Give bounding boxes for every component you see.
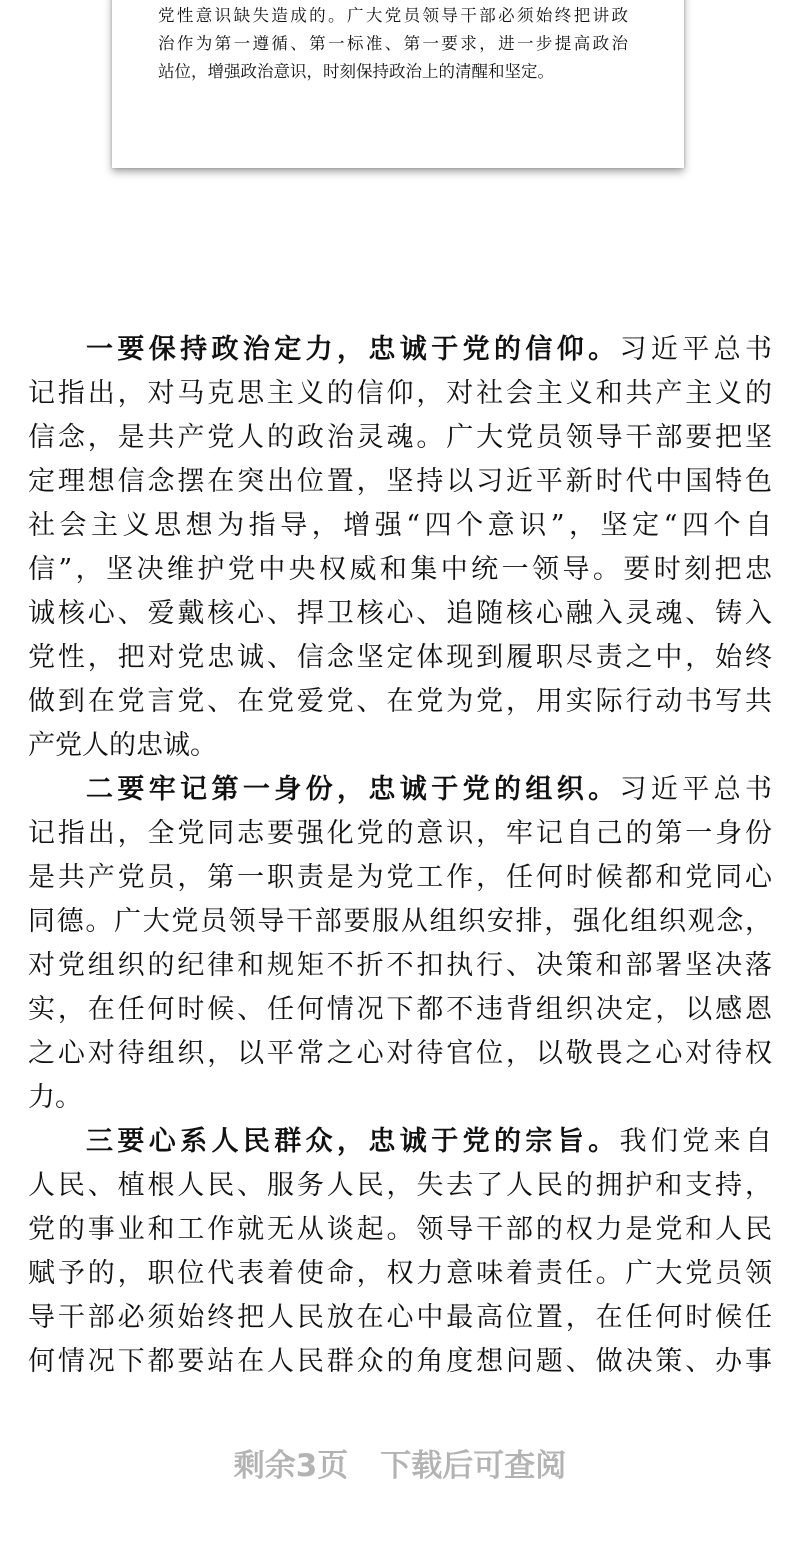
paragraph-text: 我们党来自 — [619, 1126, 773, 1157]
paragraph — [28, 768, 772, 1120]
text-line: 定理想信念摆在突出位置，坚持以习近平新时代中国特色 — [28, 466, 772, 497]
remaining-pages-label: 剩余3页 — [233, 1448, 349, 1484]
document-body — [28, 328, 772, 1384]
text-line: 力。 — [28, 1082, 82, 1113]
text-line: 赋予的，职位代表着使命，权力意味着责任。广大党员领 — [28, 1258, 772, 1289]
paragraph-heading: 三要心系人民群众，忠诚于党的宗旨。 — [86, 1126, 620, 1157]
text-line: 之心对待组织，以平常之心对待官位，以敬畏之心对待权 — [28, 1038, 772, 1069]
text-line: 对党组织的纪律和规矩不折不扣执行、决策和部署坚决落 — [28, 950, 772, 981]
paragraph — [28, 1120, 772, 1384]
text-line: 产党人的忠诚。 — [28, 730, 217, 761]
text-line: 人民、植根人民、服务人民，失去了人民的拥护和支持， — [28, 1170, 772, 1201]
remaining-pages-notice[interactable] — [0, 1440, 800, 1485]
text-line: 信念，是共产党人的政治灵魂。广大党员领导干部要把坚 — [28, 422, 772, 453]
text-line — [28, 1120, 772, 1164]
paragraph-heading: 二要牢记第一身份，忠诚于党的组织。 — [86, 774, 620, 805]
text-line: 记指出，对马克思主义的信仰，对社会主义和共产主义的 — [28, 378, 772, 409]
paragraph — [28, 328, 772, 768]
paragraph-text: 习近平总书 — [619, 334, 773, 365]
text-line: 诚核心、爱戴核心、捍卫核心、追随核心融入灵魂、铸入 — [28, 598, 772, 629]
text-line: 导干部必须始终把人民放在心中最高位置，在任何时候任 — [28, 1302, 772, 1333]
preview-card — [112, 0, 684, 168]
text-line: 信”，坚决维护党中央权威和集中统一领导。要时刻把忠 — [28, 554, 772, 585]
text-line: 记指出，全党同志要强化党的意识，牢记自己的第一身份 — [28, 818, 772, 849]
text-line: 党的事业和工作就无从谈起。领导干部的权力是党和人民 — [28, 1214, 772, 1245]
preview-card-text — [158, 2, 628, 86]
text-line: 做到在党言党、在党爱党、在党为党，用实际行动书写共 — [28, 686, 772, 717]
text-line: 社会主义思想为指导，增强“四个意识”，坚定“四个自 — [28, 510, 772, 541]
download-to-view-label: 下载后可查阅 — [380, 1448, 567, 1484]
text-line: 是共产党员，第一职责是为党工作，任何时候都和党同心 — [28, 862, 772, 893]
text-line — [28, 768, 772, 812]
text-line: 同德。广大党员领导干部要服从组织安排，强化组织观念， — [28, 906, 772, 937]
text-line: 实，在任何时候、任何情况下都不违背组织决定，以感恩 — [28, 994, 772, 1025]
card-line: 治作为第一遵循、第一标准、第一要求，进一步提高政治 — [158, 34, 628, 53]
text-line: 何情况下都要站在人民群众的角度想问题、做决策、办事 — [28, 1346, 772, 1377]
text-line: 党性，把对党忠诚、信念坚定体现到履职尽责之中，始终 — [28, 642, 772, 673]
paragraph-heading: 一要保持政治定力，忠诚于党的信仰。 — [86, 334, 620, 365]
paragraph-text: 习近平总书 — [619, 774, 773, 805]
text-line — [28, 328, 772, 372]
card-line: 站位，增强政治意识，时刻保持政治上的清醒和坚定。 — [158, 62, 554, 81]
card-line: 党性意识缺失造成的。广大党员领导干部必须始终把讲政 — [158, 6, 628, 25]
